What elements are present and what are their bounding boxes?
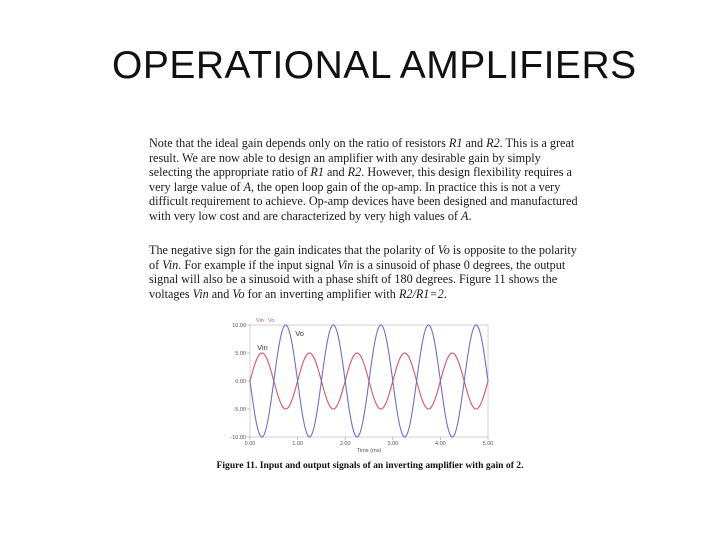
italic-term: Vin [192, 286, 209, 301]
legend-entry: Vin [256, 318, 264, 324]
italic-term: Vin [337, 257, 354, 272]
italic-term: A [243, 179, 251, 194]
italic-term: Vo [232, 286, 245, 301]
annotation-label: Vin [257, 343, 268, 353]
italic-term: R2 [347, 165, 362, 180]
x-tick-label: 2.00 [339, 441, 351, 447]
x-tick-label: 3.00 [387, 441, 399, 447]
annotation-label: Vo [295, 329, 304, 339]
legend-entry: Vo [268, 318, 275, 324]
x-tick-label: 4.00 [435, 441, 446, 447]
slide-title: OPERATIONAL AMPLIFIERS [112, 44, 637, 87]
italic-term: Vo [437, 243, 450, 257]
y-tick-label: 5.00 [235, 351, 246, 357]
y-tick-label: 10.00 [232, 323, 246, 329]
x-tick-label: 5.00 [482, 441, 494, 447]
line-chart [222, 313, 504, 458]
italic-term: R1 [310, 165, 324, 180]
italic-term: R2 [486, 136, 500, 150]
y-tick-label: -5.00 [233, 407, 246, 413]
x-axis-label: Time (ms) [356, 448, 382, 454]
x-tick-label: 0.00 [244, 441, 256, 447]
x-tick-label: 1.00 [292, 441, 303, 447]
series-line-vo [250, 325, 488, 437]
paragraph-negative-sign: The negative sign for the gain indicates that the polarity of Vo is opposite to the polarity of Vin. For example if the input signal Vin is a sinusoid of phase 0 degrees, the output signal will also be a sinusoid with a phase shift of 180 degrees. Figure 11 shows the voltages Vin and Vo for an inverting amplifier with R2/R1=2. [149, 243, 577, 301]
y-tick-label: -10.00 [230, 435, 246, 441]
italic-term: A [461, 208, 469, 223]
italic-term: Vin [162, 257, 179, 272]
figure-11-chart [222, 313, 504, 458]
y-tick-label: 0.00 [235, 379, 246, 385]
italic-term: R1 [448, 136, 463, 150]
paragraph-ideal-gain: Note that the ideal gain depends only on the ratio of resistors R1 and R2. This is a great result. We are now able to design an amplifier with any desirable gain by simply selecting the appropriate ratio of R1 and R2. However, this design flexibility requires a very large value of A, the open loop gain of the op-amp. In practice this is not a very difficult requirement to achieve. Op-amp devices have been designed and manufactured with very low cost and are characterized by very high values of A. [149, 136, 578, 223]
figure-caption: Figure 11. Input and output signals of an inverting amplifier with gain of 2. [216, 460, 524, 471]
italic-term: R2/R1=2 [398, 286, 444, 301]
